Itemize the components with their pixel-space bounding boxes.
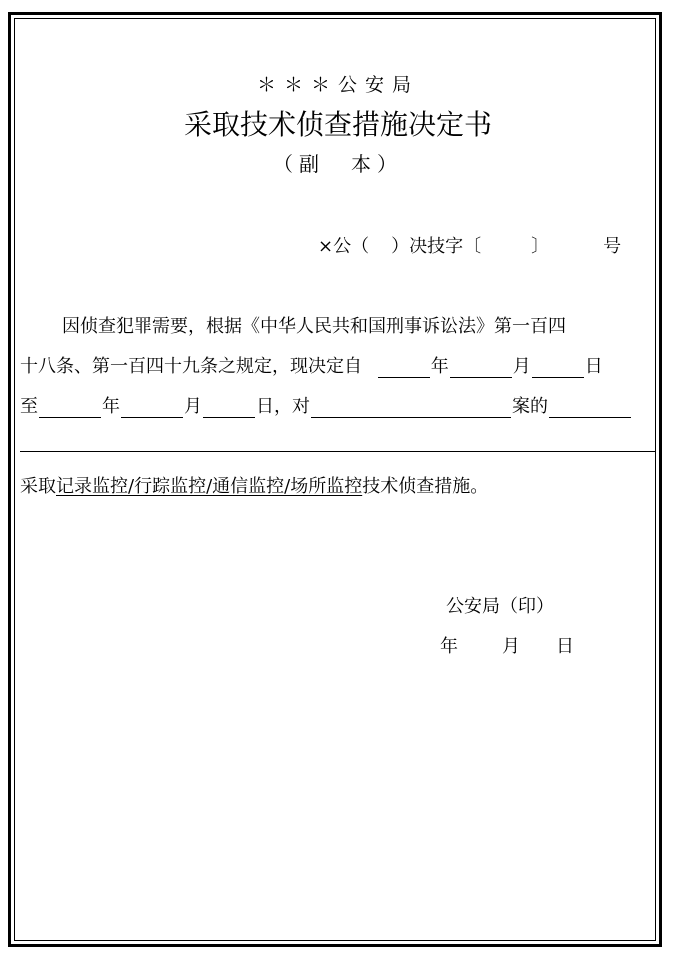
end-day-unit: 日 [256,396,274,417]
end-year-unit: 年 [102,396,120,417]
start-month-unit: 月 [512,356,531,377]
end-month-unit: 月 [184,396,202,417]
start-year-blank [378,359,430,378]
end-date-start: 至 [20,396,38,417]
start-day-unit: 日 [584,356,603,377]
measures-prefix: 采取 [20,476,56,497]
end-year-blank [39,399,101,418]
doc-number-mid: ）决技字〔 [391,236,482,257]
end-day-blank [203,399,255,418]
case-of-label: 案的 [512,396,548,417]
document-title: 采取技术侦查措施决定书 [183,108,492,141]
end-month-blank [121,399,183,418]
doc-number-end: 号 [603,236,622,257]
body-line-1: 因侦查犯罪需要，根据《中华人民共和国刑事诉讼法》第一百四 [62,316,566,337]
measures-suffix: 技术侦查措施。 [362,476,489,497]
doc-number-suffix: 〕 [531,236,550,257]
start-month-blank [450,359,512,378]
copy-label: （副 本） [273,152,403,176]
case-blank [549,399,631,418]
measures-options: 记录监控/行踪监控/通信监控/场所监控 [56,476,363,497]
start-day-blank [532,359,584,378]
signature-date [440,632,574,658]
seal-line: 公安局（印） [446,596,554,617]
start-year-unit: 年 [430,356,449,377]
body-line-3 [20,392,632,418]
subject-blank [311,399,511,418]
body-line-2 [20,352,603,378]
doc-number-prefix: ×公（ [318,236,370,257]
date-day: 日 [556,636,574,657]
date-year: 年 [440,636,458,657]
body-line-5 [20,472,488,498]
document-number [318,232,621,258]
subject-prefix: ，对 [274,396,310,417]
case-continuation-line [20,451,656,452]
body-line-2-text: 十八条、第一百四十九条之规定，现决定自 [20,356,362,377]
date-month: 月 [502,636,520,657]
agency-name: ＊＊＊公安局 [256,74,419,96]
